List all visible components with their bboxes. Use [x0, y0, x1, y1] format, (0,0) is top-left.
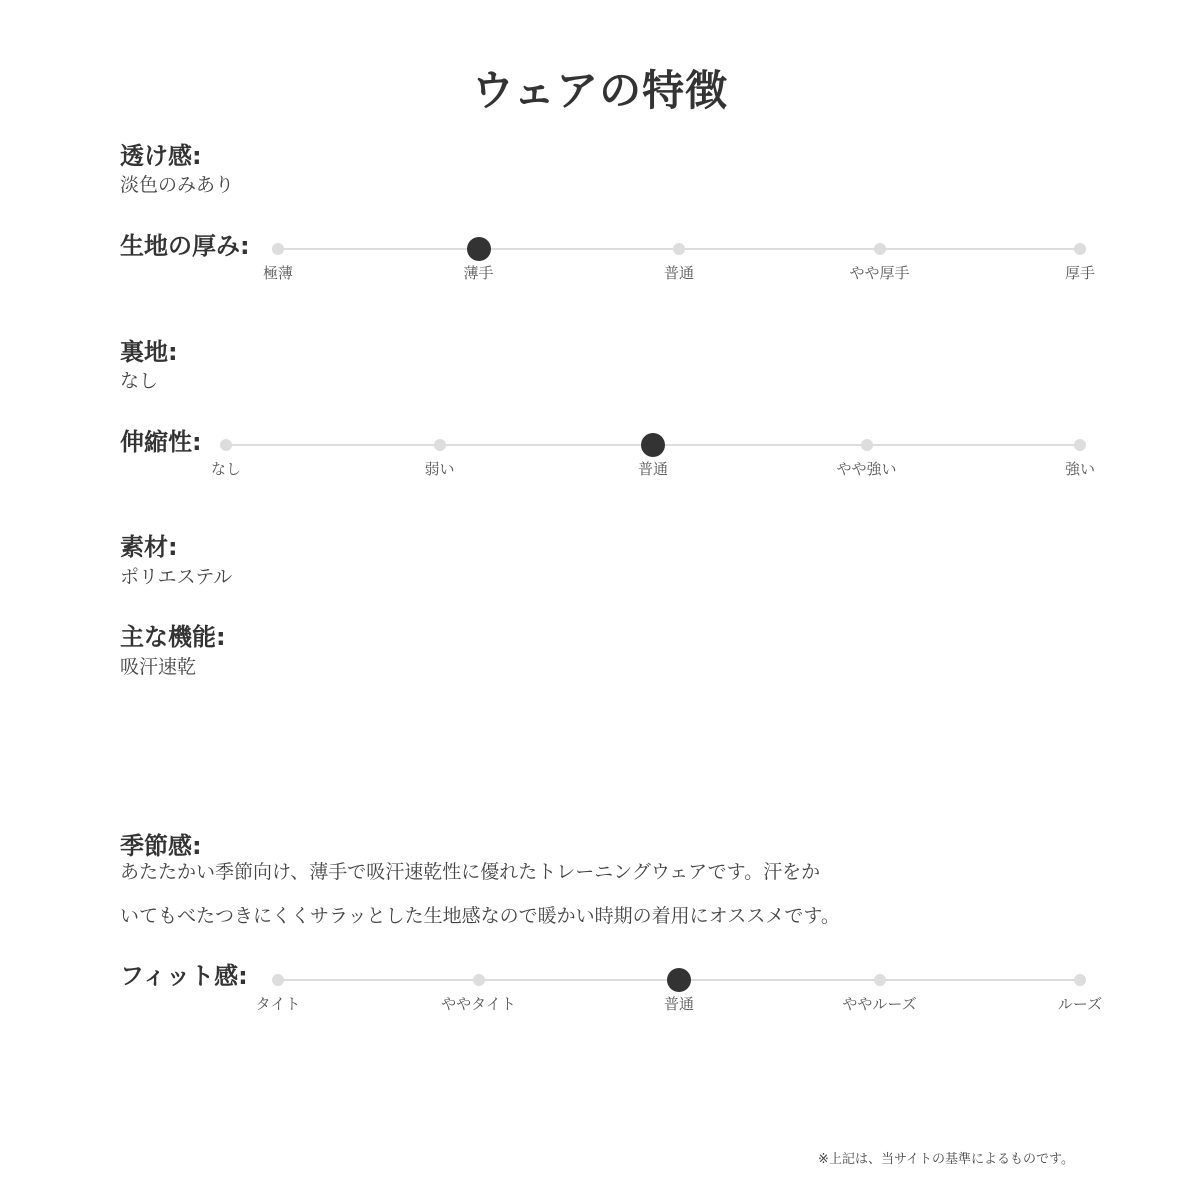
thickness-scale-dot — [1074, 243, 1086, 255]
thickness-option-label: 普通 — [663, 264, 694, 282]
thickness-option-label: やや厚手 — [849, 264, 910, 282]
fit-scale-dot — [473, 974, 485, 986]
thickness-option-label: 厚手 — [1064, 264, 1095, 282]
stretch-scale-dot — [1074, 439, 1086, 451]
season-line-1: あたたかい季節向け、薄手で吸汗速乾性に優れたトレーニングウェアです。汗をか — [120, 861, 821, 883]
stretch-scale-dot — [434, 439, 446, 451]
thickness-option-label: 薄手 — [463, 264, 494, 282]
stretch-option-label: なし — [210, 460, 241, 478]
stretch-option-label: 強い — [1064, 460, 1095, 478]
fit-scale-dot — [272, 974, 284, 986]
stretch-option-label: 弱い — [424, 460, 455, 478]
stretch-option-label: やや強い — [836, 460, 897, 478]
fit-label: フィット感: — [120, 962, 248, 990]
page-title: ウェアの特徴 — [471, 66, 729, 115]
fit-option-label: ルーズ — [1057, 995, 1103, 1013]
thickness-label: 生地の厚み: — [120, 232, 250, 260]
fit-option-label: ややルーズ — [842, 995, 917, 1013]
season-label: 季節感: — [120, 832, 202, 860]
fit-scale — [255, 971, 1103, 1021]
function-value: 吸汗速乾 — [120, 656, 197, 678]
fit-selected-marker — [667, 968, 691, 992]
material-value: ポリエステル — [120, 566, 233, 588]
stretch-selected-marker — [641, 433, 665, 457]
stretch-scale-dot — [861, 439, 873, 451]
fit-scale-dot — [874, 974, 886, 986]
season-description — [120, 850, 1080, 938]
function-label: 主な機能: — [120, 623, 226, 651]
thickness-scale-dot — [673, 243, 685, 255]
lining-label: 裏地: — [120, 338, 178, 366]
material-label: 素材: — [120, 533, 178, 561]
thickness-option-label: 極薄 — [262, 264, 293, 282]
transparency-value: 淡色のみあり — [120, 174, 235, 196]
stretch-scale — [210, 436, 1095, 486]
thickness-scale-dot — [874, 243, 886, 255]
stretch-label: 伸縮性: — [120, 428, 202, 456]
fit-option-label: タイト — [255, 995, 301, 1013]
stretch-option-label: 普通 — [637, 460, 668, 478]
stretch-scale-dot — [220, 439, 232, 451]
fit-scale-dot — [1074, 974, 1086, 986]
transparency-label: 透け感: — [120, 142, 202, 170]
fit-option-label: 普通 — [663, 995, 694, 1013]
season-line-2: いてもべたつきにくくサラッとした生地感なので暖かい時期の着用にオススメです。 — [120, 905, 840, 927]
thickness-selected-marker — [467, 237, 491, 261]
thickness-scale-dot — [272, 243, 284, 255]
fit-option-label: ややタイト — [441, 995, 516, 1013]
lining-value: なし — [120, 370, 159, 392]
thickness-scale — [262, 240, 1095, 290]
footnote: ※上記は、当サイトの基準によるものです。 — [818, 1152, 1074, 1167]
